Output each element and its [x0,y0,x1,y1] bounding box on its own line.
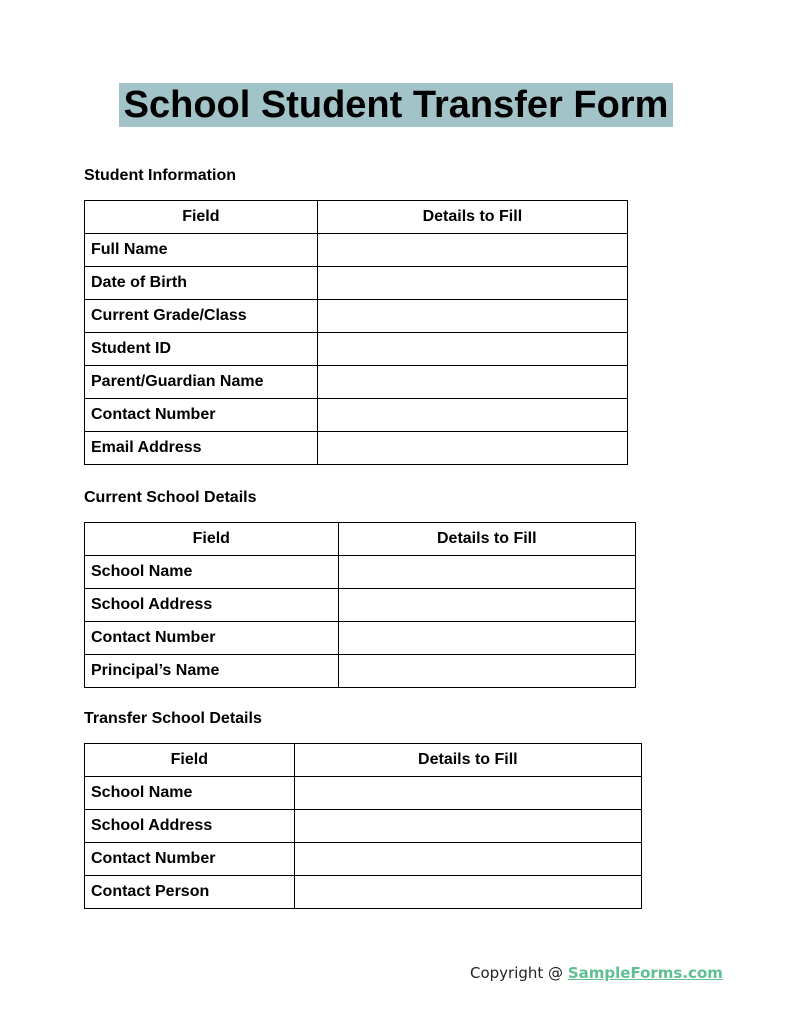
section-heading-student-information: Student Information [84,167,236,184]
column-header-field: Field [85,201,318,234]
table-row [85,366,628,399]
details-input-cell[interactable] [294,810,641,843]
details-input-cell[interactable] [317,399,627,432]
table-header-row [85,523,636,556]
copyright-text: Copyright @ [470,964,568,982]
column-header-field: Field [85,523,339,556]
details-input-cell[interactable] [317,234,627,267]
details-input-cell[interactable] [338,655,635,688]
field-label: School Address [85,810,295,843]
table-row [85,876,642,909]
column-header-details: Details to Fill [338,523,635,556]
table-header-row [85,744,642,777]
table-row [85,399,628,432]
table-row [85,333,628,366]
field-label: Email Address [85,432,318,465]
column-header-field: Field [85,744,295,777]
section-heading-transfer-school: Transfer School Details [84,710,262,727]
copyright-footer [470,964,723,982]
field-label: Date of Birth [85,267,318,300]
details-input-cell[interactable] [294,777,641,810]
field-label: Contact Number [85,399,318,432]
field-label: School Name [85,556,339,589]
table-row [85,267,628,300]
table-row [85,655,636,688]
section-heading-current-school: Current School Details [84,489,257,506]
table-row [85,777,642,810]
details-input-cell[interactable] [317,333,627,366]
sampleforms-link[interactable]: SampleForms.com [567,964,723,982]
table-row [85,622,636,655]
table-row [85,810,642,843]
column-header-details: Details to Fill [294,744,641,777]
details-input-cell[interactable] [294,876,641,909]
table-row [85,843,642,876]
table-row [85,234,628,267]
table-row [85,300,628,333]
current-school-table [84,522,636,688]
field-label: Parent/Guardian Name [85,366,318,399]
field-label: School Name [85,777,295,810]
details-input-cell[interactable] [338,622,635,655]
field-label: Contact Number [85,622,339,655]
field-label: Current Grade/Class [85,300,318,333]
field-label: Student ID [85,333,318,366]
field-label: Contact Number [85,843,295,876]
table-row [85,432,628,465]
details-input-cell[interactable] [317,366,627,399]
field-label: Full Name [85,234,318,267]
details-input-cell[interactable] [294,843,641,876]
field-label: Contact Person [85,876,295,909]
student-information-table [84,200,628,465]
table-header-row [85,201,628,234]
transfer-school-table [84,743,642,909]
page-title: School Student Transfer Form [119,83,673,127]
details-input-cell[interactable] [338,589,635,622]
column-header-details: Details to Fill [317,201,627,234]
table-row [85,556,636,589]
table-row [85,589,636,622]
details-input-cell[interactable] [317,432,627,465]
field-label: Principal’s Name [85,655,339,688]
details-input-cell[interactable] [317,300,627,333]
details-input-cell[interactable] [338,556,635,589]
details-input-cell[interactable] [317,267,627,300]
field-label: School Address [85,589,339,622]
